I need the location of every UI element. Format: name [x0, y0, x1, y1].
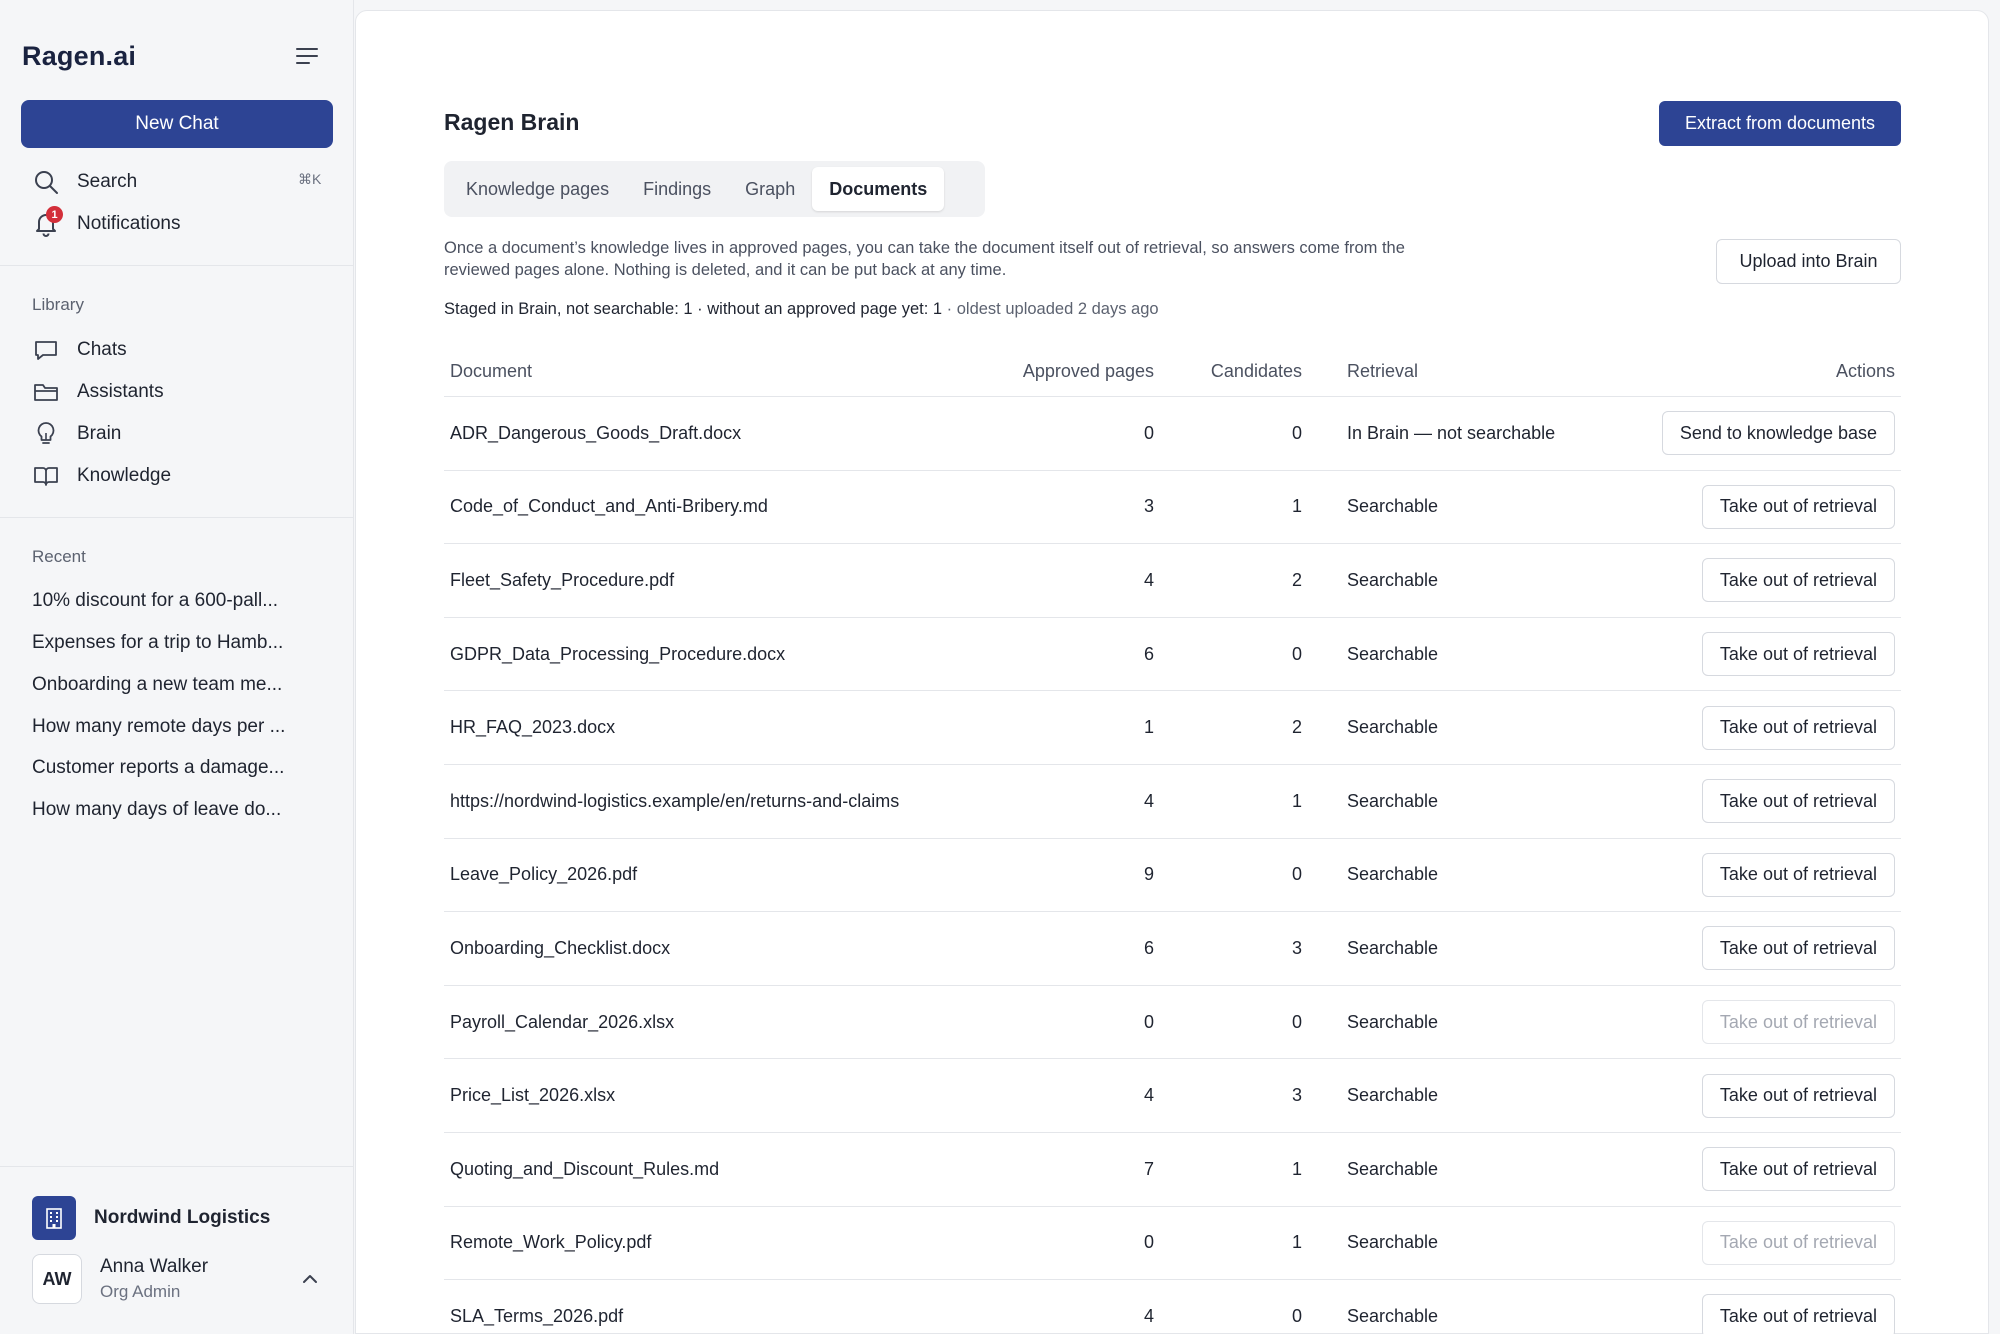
row-actions — [1578, 926, 1901, 970]
tab-knowledge-pages[interactable]: Knowledge pages — [466, 178, 610, 199]
retrieval-status: Searchable — [1347, 1305, 1439, 1326]
table-row — [444, 1059, 1901, 1133]
row-actions — [1578, 1294, 1901, 1334]
candidates-count: 1 — [1291, 790, 1302, 811]
document-name: HR_FAQ_2023.docx — [450, 717, 616, 738]
user-info — [100, 1256, 208, 1302]
recent-chat-item[interactable]: How many remote days per ... — [32, 716, 286, 737]
approved-pages-count: 1 — [1143, 717, 1154, 738]
candidates-count: 2 — [1291, 717, 1302, 738]
divider — [0, 517, 354, 518]
row-actions — [1578, 1000, 1901, 1044]
candidates-count: 3 — [1291, 937, 1302, 958]
search-label: Search — [77, 171, 138, 192]
notifications-nav[interactable] — [32, 207, 181, 241]
sidebar-item-label: Assistants — [77, 381, 164, 402]
take-out-of-retrieval-button[interactable]: Take out of retrieval — [1702, 779, 1895, 823]
sidebar-item-knowledge[interactable] — [32, 459, 171, 493]
table-row — [444, 471, 1901, 545]
row-actions — [1578, 706, 1901, 750]
sidebar-item-assistants[interactable] — [32, 375, 164, 409]
take-out-of-retrieval-button[interactable]: Take out of retrieval — [1702, 485, 1895, 529]
staged-oldest: · oldest uploaded 2 days ago — [942, 300, 1159, 318]
sidebar-toggle-icon[interactable] — [292, 41, 322, 71]
column-header-approved-pages: Approved pages — [1022, 361, 1154, 381]
table-row — [444, 1280, 1901, 1334]
retrieval-status: Searchable — [1347, 1085, 1439, 1106]
candidates-count: 0 — [1291, 643, 1302, 664]
user-name: Anna Walker — [100, 1256, 209, 1277]
table-row — [444, 544, 1901, 618]
recent-chat-item[interactable]: Onboarding a new team me... — [32, 674, 283, 695]
table-row — [444, 839, 1901, 913]
retrieval-status: Searchable — [1347, 1011, 1439, 1032]
approved-pages-count: 6 — [1143, 643, 1154, 664]
staged-summary — [444, 300, 1159, 319]
sidebar-item-brain[interactable] — [32, 417, 121, 451]
tab-bar — [444, 161, 985, 217]
sidebar-item-label: Knowledge — [77, 465, 172, 486]
description-text: Once a document’s knowledge lives in approved pages, you can take the document itself out of retrieval, so answers come from the reviewed pages alone. Nothing is deleted, and it can be put back at any time. — [444, 239, 1405, 279]
approved-pages-count: 4 — [1143, 790, 1154, 811]
approved-pages-count: 7 — [1143, 1158, 1154, 1179]
chat-bubble-icon — [32, 336, 60, 364]
row-actions — [1578, 485, 1901, 529]
column-header-retrieval: Retrieval — [1347, 361, 1419, 381]
logo: Ragen.ai — [22, 40, 137, 71]
candidates-count: 2 — [1291, 569, 1302, 590]
approved-pages-count: 6 — [1143, 937, 1154, 958]
chevron-up-icon — [298, 1267, 322, 1291]
recent-chat-item[interactable]: Customer reports a damage... — [32, 757, 285, 778]
table-row — [444, 1207, 1901, 1281]
approved-pages-count: 0 — [1143, 422, 1154, 443]
candidates-count: 3 — [1291, 1085, 1302, 1106]
retrieval-status: Searchable — [1347, 790, 1439, 811]
extract-from-documents-button[interactable]: Extract from documents — [1659, 101, 1901, 146]
recent-chat-item[interactable]: 10% discount for a 600-pall... — [32, 590, 279, 611]
user-menu[interactable] — [32, 1253, 322, 1305]
notification-badge: 1 — [46, 206, 63, 223]
take-out-of-retrieval-button[interactable]: Take out of retrieval — [1702, 632, 1895, 676]
retrieval-status: Searchable — [1347, 717, 1439, 738]
column-header-actions: Actions — [1835, 361, 1895, 381]
bell-icon — [32, 210, 60, 238]
take-out-of-retrieval-button[interactable]: Take out of retrieval — [1702, 1074, 1895, 1118]
divider — [0, 265, 354, 266]
take-out-of-retrieval-button[interactable]: Take out of retrieval — [1702, 853, 1895, 897]
candidates-count: 1 — [1291, 1232, 1302, 1253]
approved-pages-count: 3 — [1143, 496, 1154, 517]
staged-counts: Staged in Brain, not searchable: 1 · without an approved page yet: 1 — [444, 300, 943, 318]
brand-row — [22, 38, 322, 74]
document-name: Onboarding_Checklist.docx — [450, 937, 671, 958]
avatar: AW — [32, 1254, 82, 1304]
approved-pages-count: 4 — [1143, 569, 1154, 590]
recent-chat-item[interactable]: How many days of leave do... — [32, 799, 282, 820]
candidates-count: 0 — [1291, 864, 1302, 885]
table-row — [444, 912, 1901, 986]
main-panel — [355, 10, 1989, 1334]
sidebar-item-label: Brain — [77, 423, 122, 444]
take-out-of-retrieval-button[interactable]: Take out of retrieval — [1702, 1147, 1895, 1191]
candidates-count: 1 — [1291, 1158, 1302, 1179]
document-name: Payroll_Calendar_2026.xlsx — [450, 1011, 675, 1032]
document-name: Code_of_Conduct_and_Anti-Bribery.md — [450, 496, 768, 517]
retrieval-status: Searchable — [1347, 569, 1439, 590]
approved-pages-count: 4 — [1143, 1085, 1154, 1106]
take-out-of-retrieval-button: Take out of retrieval — [1702, 1000, 1895, 1044]
row-actions — [1578, 632, 1901, 676]
sidebar-item-chats[interactable] — [32, 333, 127, 367]
document-name: Price_List_2026.xlsx — [450, 1085, 616, 1106]
column-header-document: Document — [450, 361, 533, 381]
take-out-of-retrieval-button[interactable]: Take out of retrieval — [1702, 558, 1895, 602]
retrieval-status: Searchable — [1347, 864, 1439, 885]
divider — [0, 1166, 354, 1167]
table-row — [444, 765, 1901, 839]
retrieval-status: Searchable — [1347, 496, 1439, 517]
retrieval-status: Searchable — [1347, 1232, 1439, 1253]
search-icon — [32, 168, 60, 196]
library-label: Library — [32, 295, 84, 314]
candidates-count: 0 — [1291, 1011, 1302, 1032]
row-actions — [1578, 779, 1901, 823]
document-name: Leave_Policy_2026.pdf — [450, 864, 638, 885]
table-row — [444, 397, 1901, 471]
approved-pages-count: 4 — [1143, 1305, 1154, 1326]
page-title: Ragen Brain — [444, 109, 580, 135]
notifications-label: Notifications — [77, 213, 181, 234]
building-icon — [32, 1196, 76, 1240]
document-name: GDPR_Data_Processing_Procedure.docx — [450, 643, 786, 664]
user-role: Org Admin — [100, 1282, 181, 1301]
approved-pages-count: 0 — [1143, 1232, 1154, 1253]
take-out-of-retrieval-button[interactable]: Take out of retrieval — [1702, 1294, 1895, 1334]
take-out-of-retrieval-button: Take out of retrieval — [1702, 1221, 1895, 1265]
send-to-knowledge-base-button[interactable]: Send to knowledge base — [1662, 411, 1895, 455]
tab-documents[interactable]: Documents — [812, 167, 944, 211]
candidates-count: 0 — [1291, 1305, 1302, 1326]
approved-pages-count: 0 — [1143, 1011, 1154, 1032]
take-out-of-retrieval-button[interactable]: Take out of retrieval — [1702, 926, 1895, 970]
tab-findings[interactable]: Findings — [643, 178, 712, 199]
row-actions — [1578, 558, 1901, 602]
candidates-count: 1 — [1291, 496, 1302, 517]
lightbulb-icon — [32, 420, 60, 448]
approved-pages-count: 9 — [1143, 864, 1154, 885]
document-name: https://nordwind-logistics.example/en/returns-and-claims — [450, 790, 900, 811]
search-nav[interactable] — [32, 165, 137, 199]
table-body — [444, 397, 1901, 1334]
retrieval-status: Searchable — [1347, 643, 1439, 664]
row-actions — [1578, 1221, 1901, 1265]
table-row — [444, 1133, 1901, 1207]
document-name: ADR_Dangerous_Goods_Draft.docx — [450, 422, 742, 443]
document-name: Quoting_and_Discount_Rules.md — [450, 1158, 720, 1179]
document-name: Remote_Work_Policy.pdf — [450, 1232, 652, 1253]
organization[interactable] — [32, 1196, 270, 1240]
document-name: Fleet_Safety_Procedure.pdf — [450, 569, 675, 590]
new-chat-button[interactable]: New Chat — [21, 100, 333, 148]
candidates-count: 0 — [1291, 422, 1302, 443]
folder-icon — [32, 378, 60, 406]
upload-into-brain-button[interactable]: Upload into Brain — [1716, 239, 1901, 284]
row-actions — [1578, 411, 1901, 455]
documents-table — [444, 347, 1901, 1334]
recent-chat-item[interactable]: Expenses for a trip to Hamb... — [32, 632, 284, 653]
table-row — [444, 618, 1901, 692]
table-row — [444, 986, 1901, 1060]
row-actions — [1578, 1147, 1901, 1191]
retrieval-status: Searchable — [1347, 1158, 1439, 1179]
column-header-candidates: Candidates — [1210, 361, 1302, 381]
tab-graph[interactable]: Graph — [745, 178, 796, 199]
book-icon — [32, 462, 60, 490]
table-header — [444, 347, 1901, 397]
table-row — [444, 691, 1901, 765]
sidebar — [0, 0, 354, 1334]
retrieval-status: In Brain — not searchable — [1347, 422, 1556, 443]
row-actions — [1578, 1074, 1901, 1118]
search-shortcut: ⌘K — [298, 171, 322, 187]
sidebar-item-label: Chats — [77, 339, 127, 360]
organization-name: Nordwind Logistics — [94, 1207, 271, 1228]
row-actions — [1578, 853, 1901, 897]
recent-label: Recent — [32, 547, 86, 566]
document-name: SLA_Terms_2026.pdf — [450, 1305, 624, 1326]
retrieval-status: Searchable — [1347, 937, 1439, 958]
take-out-of-retrieval-button[interactable]: Take out of retrieval — [1702, 706, 1895, 750]
